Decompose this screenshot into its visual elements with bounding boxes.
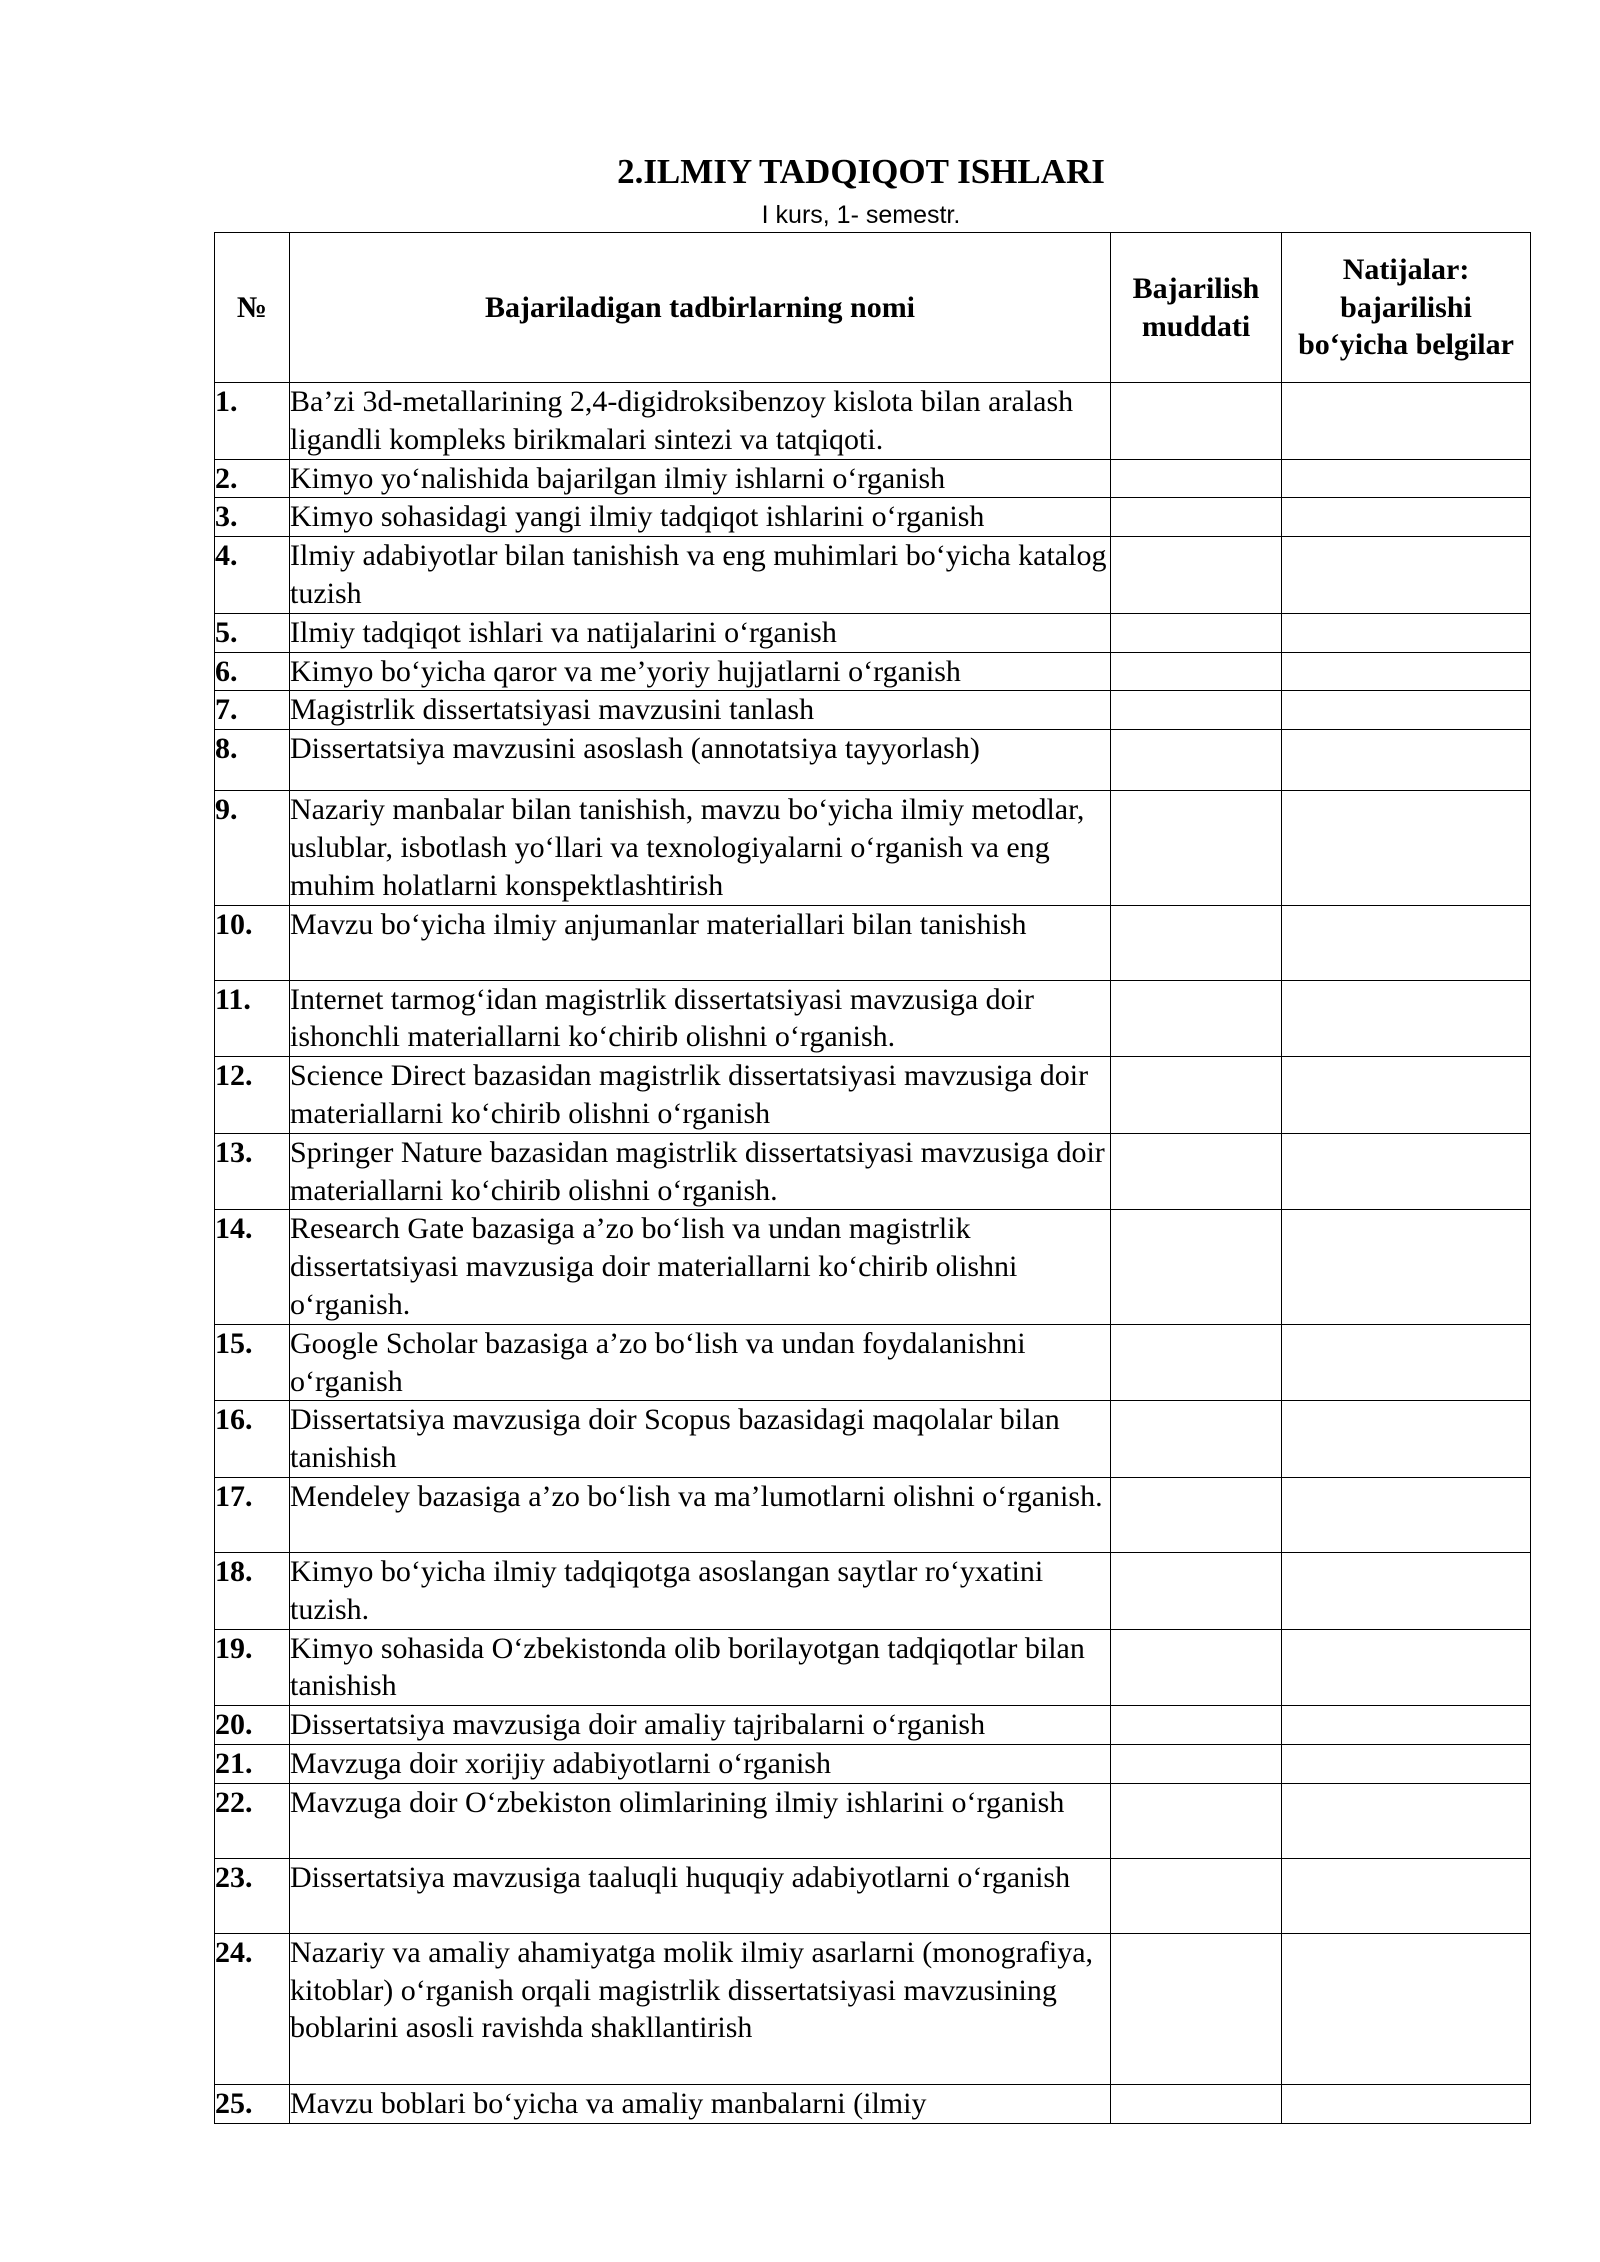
row-number: 15. — [215, 1324, 290, 1401]
row-activity: Kimyo bo‘yicha ilmiy tadqiqotga asoslangan saytlar ro‘yxatini tuzish. — [290, 1552, 1111, 1629]
table-row — [215, 459, 1531, 498]
row-activity: Ilmiy adabiyotlar bilan tanishish va eng muhimlari bo‘yicha katalog tuzish — [290, 537, 1111, 614]
row-result-cell — [1282, 791, 1531, 905]
row-deadline-cell — [1111, 1858, 1282, 1933]
row-result-cell — [1282, 652, 1531, 691]
row-deadline-cell — [1111, 459, 1282, 498]
row-number: 16. — [215, 1401, 290, 1478]
row-deadline-cell — [1111, 652, 1282, 691]
header-deadline: Bajarilish muddati — [1111, 233, 1282, 383]
row-activity: Google Scholar bazasiga a’zo bo‘lish va undan foydalanishni o‘rganish — [290, 1324, 1111, 1401]
table-row — [215, 1629, 1531, 1706]
row-activity: Mavzuga doir xorijiy adabiyotlarni o‘rganish — [290, 1744, 1111, 1783]
row-number: 23. — [215, 1858, 290, 1933]
table-row — [215, 980, 1531, 1057]
row-deadline-cell — [1111, 1933, 1282, 2084]
row-deadline-cell — [1111, 1057, 1282, 1134]
row-deadline-cell — [1111, 1783, 1282, 1858]
row-result-cell — [1282, 1744, 1531, 1783]
row-number: 14. — [215, 1210, 290, 1324]
row-number: 21. — [215, 1744, 290, 1783]
row-result-cell — [1282, 1210, 1531, 1324]
header-activity-name: Bajariladigan tadbirlarning nomi — [290, 233, 1111, 383]
table-row — [215, 652, 1531, 691]
row-activity: Kimyo bo‘yicha qaror va me’yoriy hujjatlarni o‘rganish — [290, 652, 1111, 691]
table-row — [215, 613, 1531, 652]
row-number: 13. — [215, 1133, 290, 1210]
row-deadline-cell — [1111, 1401, 1282, 1478]
row-activity: Research Gate bazasiga a’zo bo‘lish va undan magistrlik dissertatsiyasi mavzusiga doir materiallarni ko‘chirib olishni o‘rganish. — [290, 1210, 1111, 1324]
row-number: 7. — [215, 691, 290, 730]
row-activity: Nazariy va amaliy ahamiyatga molik ilmiy asarlarni (monografiya, kitoblar) o‘rganish orqali magistrlik dissertatsiyasi mavzusining boblarini asosli ravishda shakllantirish — [290, 1933, 1111, 2084]
row-activity: Science Direct bazasidan magistrlik dissertatsiyasi mavzusiga doir materiallarni ko‘chirib olishni o‘rganish — [290, 1057, 1111, 1134]
row-number: 10. — [215, 905, 290, 980]
row-deadline-cell — [1111, 498, 1282, 537]
row-result-cell — [1282, 1783, 1531, 1858]
row-deadline-cell — [1111, 1210, 1282, 1324]
row-deadline-cell — [1111, 980, 1282, 1057]
row-number: 4. — [215, 537, 290, 614]
table-row — [215, 691, 1531, 730]
row-number: 6. — [215, 652, 290, 691]
table-row — [215, 791, 1531, 905]
row-activity: Ilmiy tadqiqot ishlari va natijalarini o‘rganish — [290, 613, 1111, 652]
row-deadline-cell — [1111, 730, 1282, 791]
row-number: 24. — [215, 1933, 290, 2084]
row-deadline-cell — [1111, 383, 1282, 460]
row-result-cell — [1282, 1057, 1531, 1134]
row-activity: Kimyo sohasidagi yangi ilmiy tadqiqot ishlarini o‘rganish — [290, 498, 1111, 537]
row-result-cell — [1282, 905, 1531, 980]
row-result-cell — [1282, 1629, 1531, 1706]
row-result-cell — [1282, 537, 1531, 614]
row-activity: Internet tarmog‘idan magistrlik dissertatsiyasi mavzusiga doir ishonchli materiallarni ko‘chirib olishni o‘rganish. — [290, 980, 1111, 1057]
row-deadline-cell — [1111, 1706, 1282, 1745]
row-number: 25. — [215, 2084, 290, 2123]
row-activity: Mavzu boblari bo‘yicha va amaliy manbalarni (ilmiy — [290, 2084, 1111, 2123]
row-result-cell — [1282, 1933, 1531, 2084]
table-row — [215, 1744, 1531, 1783]
row-result-cell — [1282, 730, 1531, 791]
row-activity: Dissertatsiya mavzusiga doir amaliy tajribalarni o‘rganish — [290, 1706, 1111, 1745]
table-row — [215, 1706, 1531, 1745]
row-result-cell — [1282, 1552, 1531, 1629]
row-number: 8. — [215, 730, 290, 791]
row-number: 22. — [215, 1783, 290, 1858]
row-deadline-cell — [1111, 537, 1282, 614]
row-deadline-cell — [1111, 1324, 1282, 1401]
row-activity: Kimyo yo‘nalishida bajarilgan ilmiy ishlarni o‘rganish — [290, 459, 1111, 498]
page-title: 2.ILMIY TADQIQOT ISHLARI — [617, 152, 1105, 191]
row-deadline-cell — [1111, 2084, 1282, 2123]
table-row — [215, 383, 1531, 460]
table-row — [215, 1401, 1531, 1478]
row-activity: Dissertatsiya mavzusiga taaluqli huquqiy adabiyotlarni o‘rganish — [290, 1858, 1111, 1933]
row-activity: Nazariy manbalar bilan tanishish, mavzu bo‘yicha ilmiy metodlar, uslublar, isbotlash yo‘llari va texnologiyalarni o‘rganish va eng muhim holatlarni konspektlashtirish — [290, 791, 1111, 905]
row-activity: Mavzuga doir O‘zbekiston olimlarining ilmiy ishlarini o‘rganish — [290, 1783, 1111, 1858]
row-result-cell — [1282, 498, 1531, 537]
row-number: 1. — [215, 383, 290, 460]
page-subtitle: I kurs, 1- semestr. — [761, 201, 961, 229]
row-number: 5. — [215, 613, 290, 652]
row-number: 20. — [215, 1706, 290, 1745]
table-row — [215, 730, 1531, 791]
table-row — [215, 1783, 1531, 1858]
row-result-cell — [1282, 2084, 1531, 2123]
row-activity: Mavzu bo‘yicha ilmiy anjumanlar materiallari bilan tanishish — [290, 905, 1111, 980]
row-activity: Dissertatsiya mavzusini asoslash (annotatsiya tayyorlash) — [290, 730, 1111, 791]
table-row — [215, 1057, 1531, 1134]
row-result-cell — [1282, 1401, 1531, 1478]
row-deadline-cell — [1111, 1477, 1282, 1552]
table-row — [215, 1210, 1531, 1324]
header-number: № — [215, 233, 290, 383]
table-row — [215, 1552, 1531, 1629]
row-number: 17. — [215, 1477, 290, 1552]
row-activity: Magistrlik dissertatsiyasi mavzusini tanlash — [290, 691, 1111, 730]
table-row — [215, 1858, 1531, 1933]
table-body — [215, 383, 1531, 2124]
table-row — [215, 905, 1531, 980]
research-plan-table — [214, 232, 1531, 2124]
row-result-cell — [1282, 383, 1531, 460]
row-deadline-cell — [1111, 1744, 1282, 1783]
row-activity: Mendeley bazasiga a’zo bo‘lish va ma’lumotlarni olishni o‘rganish. — [290, 1477, 1111, 1552]
row-number: 12. — [215, 1057, 290, 1134]
row-number: 9. — [215, 791, 290, 905]
row-deadline-cell — [1111, 1629, 1282, 1706]
table-row — [215, 2084, 1531, 2123]
table-row — [215, 1933, 1531, 2084]
row-result-cell — [1282, 1477, 1531, 1552]
row-number: 18. — [215, 1552, 290, 1629]
row-activity: Dissertatsiya mavzusiga doir Scopus bazasidagi maqolalar bilan tanishish — [290, 1401, 1111, 1478]
row-number: 3. — [215, 498, 290, 537]
row-result-cell — [1282, 691, 1531, 730]
row-result-cell — [1282, 459, 1531, 498]
row-deadline-cell — [1111, 905, 1282, 980]
table-row — [215, 1324, 1531, 1401]
table-row — [215, 1133, 1531, 1210]
table-row — [215, 537, 1531, 614]
row-activity: Springer Nature bazasidan magistrlik dissertatsiyasi mavzusiga doir materiallarni ko‘chirib olishni o‘rganish. — [290, 1133, 1111, 1210]
row-deadline-cell — [1111, 1133, 1282, 1210]
row-result-cell — [1282, 613, 1531, 652]
row-result-cell — [1282, 980, 1531, 1057]
row-number: 11. — [215, 980, 290, 1057]
table-header-row — [215, 233, 1531, 383]
row-activity: Ba’zi 3d-metallarining 2,4-digidroksibenzoy kislota bilan aralash ligandli kompleks birikmalari sintezi va tatqiqoti. — [290, 383, 1111, 460]
row-number: 19. — [215, 1629, 290, 1706]
table-row — [215, 1477, 1531, 1552]
row-number: 2. — [215, 459, 290, 498]
row-result-cell — [1282, 1133, 1531, 1210]
header-results: Natijalar: bajarilishi bo‘yicha belgilar — [1282, 233, 1531, 383]
row-deadline-cell — [1111, 691, 1282, 730]
row-deadline-cell — [1111, 791, 1282, 905]
row-activity: Kimyo sohasida O‘zbekistonda olib borilayotgan tadqiqotlar bilan tanishish — [290, 1629, 1111, 1706]
row-result-cell — [1282, 1858, 1531, 1933]
row-result-cell — [1282, 1706, 1531, 1745]
table-row — [215, 498, 1531, 537]
row-result-cell — [1282, 1324, 1531, 1401]
row-deadline-cell — [1111, 1552, 1282, 1629]
row-deadline-cell — [1111, 613, 1282, 652]
